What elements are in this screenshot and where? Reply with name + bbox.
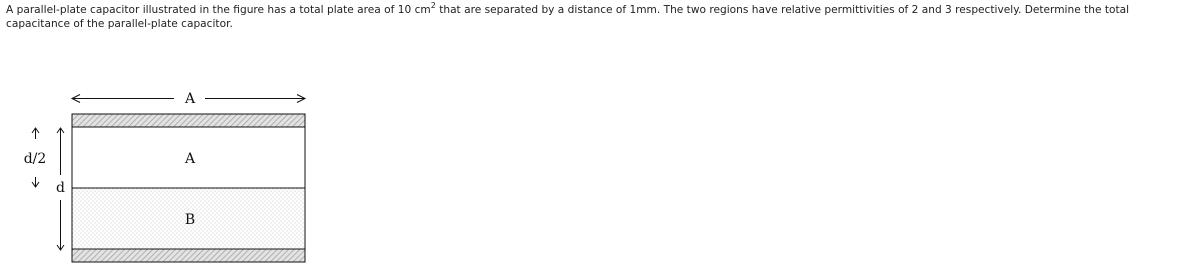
gap-label: d <box>56 180 65 196</box>
question-text-start: A parallel-plate capacitor illustrated in the figure has a total plate area of 10 cm <box>6 4 431 16</box>
half-gap-label: d/2 <box>23 151 47 167</box>
region-b-label: B <box>184 212 196 228</box>
bottom-plate <box>72 249 305 262</box>
top-plate <box>72 114 305 127</box>
question-text-end: that are separated by a distance of 1mm. The two regions have relative permittivities of 2 and 3 respectively. Determine the total capacitance of the parallel-plate capacitor. <box>6 4 1130 30</box>
width-label: A <box>184 91 196 107</box>
region-a-label: A <box>184 151 196 167</box>
area-exponent: 2 <box>430 1 436 10</box>
